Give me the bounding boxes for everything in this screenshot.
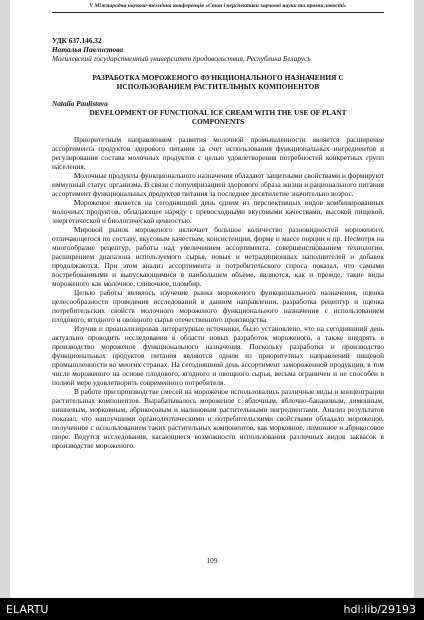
header-divider <box>52 12 384 13</box>
repository-footer <box>0 598 424 620</box>
page-number: 109 <box>206 556 218 565</box>
author-en: Natalia Paulistava <box>52 99 108 108</box>
repository-name: ELARTU <box>6 603 49 616</box>
paragraph: Изучив и проанализировав литературные источники, было установлено, что на сегодняшний день актуально проводить исследования в области новых разработок мороженого, а также внедрять в производство мороженое функционального назначения. Поскольку разработка и производство функциональных продуктов питания являются одним из приоритетных направлений пищевой промышленности во многих странах. На сегодняшний день ассортимент замороженной продукции, в том числе мороженого на основе плодового, ягодного и овощного сырья, весьма ограничен и не способен в полной мере удовлетворить современного потребителя. <box>52 324 384 387</box>
affiliation-ru: Могилевский государственный университет продовольствия, Республика Беларусь <box>52 54 311 63</box>
paragraph: Целью работы являлось изучение рынка мороженого функционального назначения, оценка целесообразности проведения исследований в данном направлении, разработка рецептур и оценка потребительских свойств молочного мороженого функционального назначения с использованием плодового, ягодного и овощного сырья отечественного производства. <box>52 288 384 324</box>
paragraph: В работе при производстве смесей на мороженое использовались различные виды и концентрации растительных компонентов. Вырабатывалось мороженое с яблочным, яблочно-банановым, лимонным, вишневым, морковным, абрикосовым и малиновым растительными ингредиентами. Анализ результатов показал, что наилучшими органолептическими и потребительскими свойствами обладало мороженое, полученное с использованием таких растительных компонентов, как морковное, лимонное и абрикосовое пюре. Ведутся исследования, касающиеся возможности использования различных видов заквасок в производстве мороженого. <box>52 387 384 450</box>
document-page <box>10 0 414 598</box>
conference-header: V Міжнародна науково-технічна конференція «Стан і перспективи харчової науки та промисловості» <box>89 3 347 9</box>
handle-link[interactable]: hdl:lib/29193 <box>343 603 416 616</box>
udk-code: УДК 637.146.32 <box>52 36 102 45</box>
paragraph: Мороженое является на сегодняшний день одним из перспективных видов комбинированных молочных продуктов, обладающее наряду с превосходными вкусовыми качествами, высокой пищевой, энергетической и биологической ценностью. <box>52 198 384 225</box>
title-en: DEVELOPMENT OF FUNCTIONAL ICE CREAM WITH THE USE OF PLANT COMPONENTS <box>89 108 347 126</box>
paragraph: Мировой рынок мороженого включает большое количество разновидностей мороженого, отличающегося по составу, вкусовым качествам, консистенции, форме и массе порции и пр. Несмотря на многообразие рецептур, работы над увеличением ассортимента, совершенствованием технологии, расширением диапазона используемого сырья, новых и нетрадиционных наполнителей и добавок продолжаются. При этом анализ ассортимента и потребительского спроса показал, что самыми востребованными и выпускающимися в наибольшем объеме, являются, как и прежде, такие виды мороженого как молочное, сливочное, пломбир. <box>52 225 384 288</box>
article-body <box>52 15 384 450</box>
title-ru: РАЗРАБОТКА МОРОЖЕНОГО ФУНКЦИОНАЛЬНОГО НАЗНАЧЕНИЯ С ИСПОЛЬЗОВАНИЕМ РАСТИТЕЛЬНЫХ КОМПОНЕНТОВ <box>92 73 344 91</box>
paragraph: Молочные продукты функционального назначения обладают защитными свойствами и формируют иммунный статус организма. В связи с популяризацией здорового образа жизни и рационального питания ассортимент функциональных продуктов питания за последнее десятилетие значительно возрос. <box>52 171 384 198</box>
author-ru: Наталья Павлистова <box>52 45 124 54</box>
paragraph: Приоритетным направлением развития молочной промышленности является расширение ассортимента продуктов здорового питания за счет использования функциональных ингредиентов и регулирования состава молочных продуктов с целью удовлетворения потребностей конкретных групп населения. <box>52 135 384 171</box>
